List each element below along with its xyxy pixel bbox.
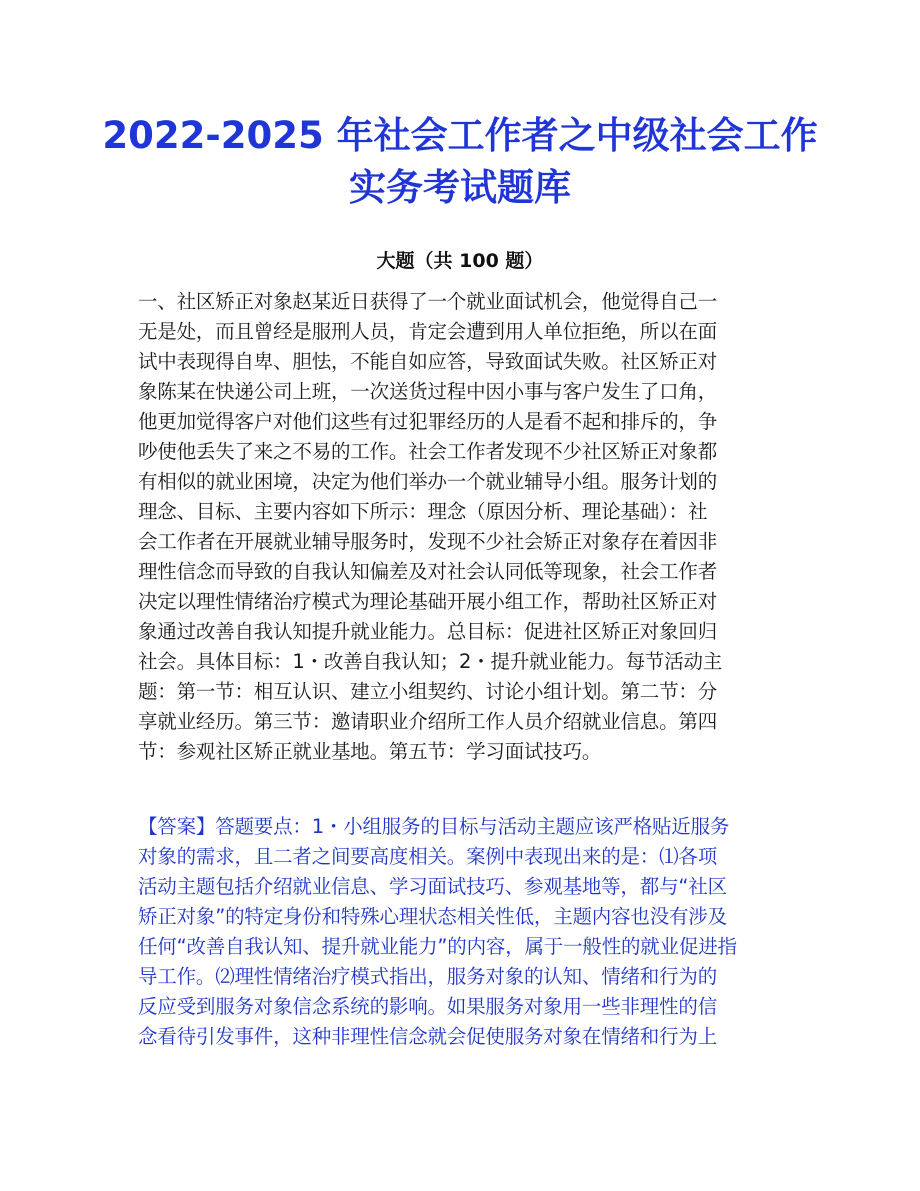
question-line: 节：参观社区矫正就业基地。第五节：学习面试技巧。 xyxy=(138,740,602,763)
question-line: 象通过改善自我认知提升就业能力。总目标：促进社区矫正对象回归 xyxy=(138,620,718,643)
question-line: 有相似的就业困境，决定为他们举办一个就业辅导小组。服务计划的 xyxy=(138,470,718,493)
question-line: 享就业经历。第三节：邀请职业介绍所工作人员介绍就业信息。第四 xyxy=(138,710,718,733)
question-line: 试中表现得自卑、胆怯，不能自如应答，导致面试失败。社区矫正对 xyxy=(138,350,718,373)
question-line: 会工作者在开展就业辅导服务时，发现不少社会矫正对象存在着因非 xyxy=(138,530,718,553)
question-line: 决定以理性情绪治疗模式为理论基础开展小组工作，帮助社区矫正对 xyxy=(138,590,718,613)
section-heading: 大题（共 100 题） xyxy=(376,250,544,272)
answer-line: 对象的需求，且二者之间要高度相关。案例中表现出来的是：⑴各项 xyxy=(138,845,718,868)
question-line: 社会。具体目标：1・改善自我认知；2・提升就业能力。每节活动主 xyxy=(138,650,723,673)
question-line: 理性信念而导致的自我认知偏差及对社会认同低等现象，社会工作者 xyxy=(138,560,718,583)
question-line: 无是处，而且曾经是服刑人员，肯定会遭到用人单位拒绝，所以在面 xyxy=(138,320,718,343)
document-title-line-2: 实务考试题库 xyxy=(349,166,571,209)
question-line: 吵使他丢失了来之不易的工作。社会工作者发现不少社区矫正对象都 xyxy=(138,440,718,463)
question-line: 一、社区矫正对象赵某近日获得了一个就业面试机会，他觉得自己一 xyxy=(138,290,718,313)
question-line: 理念、目标、主要内容如下所示：理念（原因分析、理论基础）：社 xyxy=(138,500,708,523)
question-line: 他更加觉得客户对他们这些有过犯罪经历的人是看不起和排斥的，争 xyxy=(138,410,718,433)
answer-line: 【答案】答题要点：1・小组服务的目标与活动主题应该严格贴近服务 xyxy=(138,815,730,838)
question-line: 题：第一节：相互认识、建立小组契约、讨论小组计划。第二节：分 xyxy=(138,680,718,703)
document-title-line-1: 2022-2025 年社会工作者之中级社会工作 xyxy=(102,114,818,157)
answer-line: 任何“改善自我认知、提升就业能力”的内容，属于一般性的就业促进指 xyxy=(138,935,737,958)
answer-line: 导工作。⑵理性情绪治疗模式指出，服务对象的认知、情绪和行为的 xyxy=(138,965,718,988)
answer-line: 矫正对象”的特定身份和特殊心理状态相关性低，主题内容也没有涉及 xyxy=(138,905,727,928)
answer-line: 反应受到服务对象信念系统的影响。如果服务对象用一些非理性的信 xyxy=(138,995,718,1018)
question-line: 象陈某在快递公司上班，一次送货过程中因小事与客户发生了口角， xyxy=(138,380,718,403)
answer-line: 念看待引发事件，这种非理性信念就会促使服务对象在情绪和行为上 xyxy=(138,1025,718,1048)
answer-line: 活动主题包括介绍就业信息、学习面试技巧、参观基地等，都与“社区 xyxy=(138,875,727,898)
